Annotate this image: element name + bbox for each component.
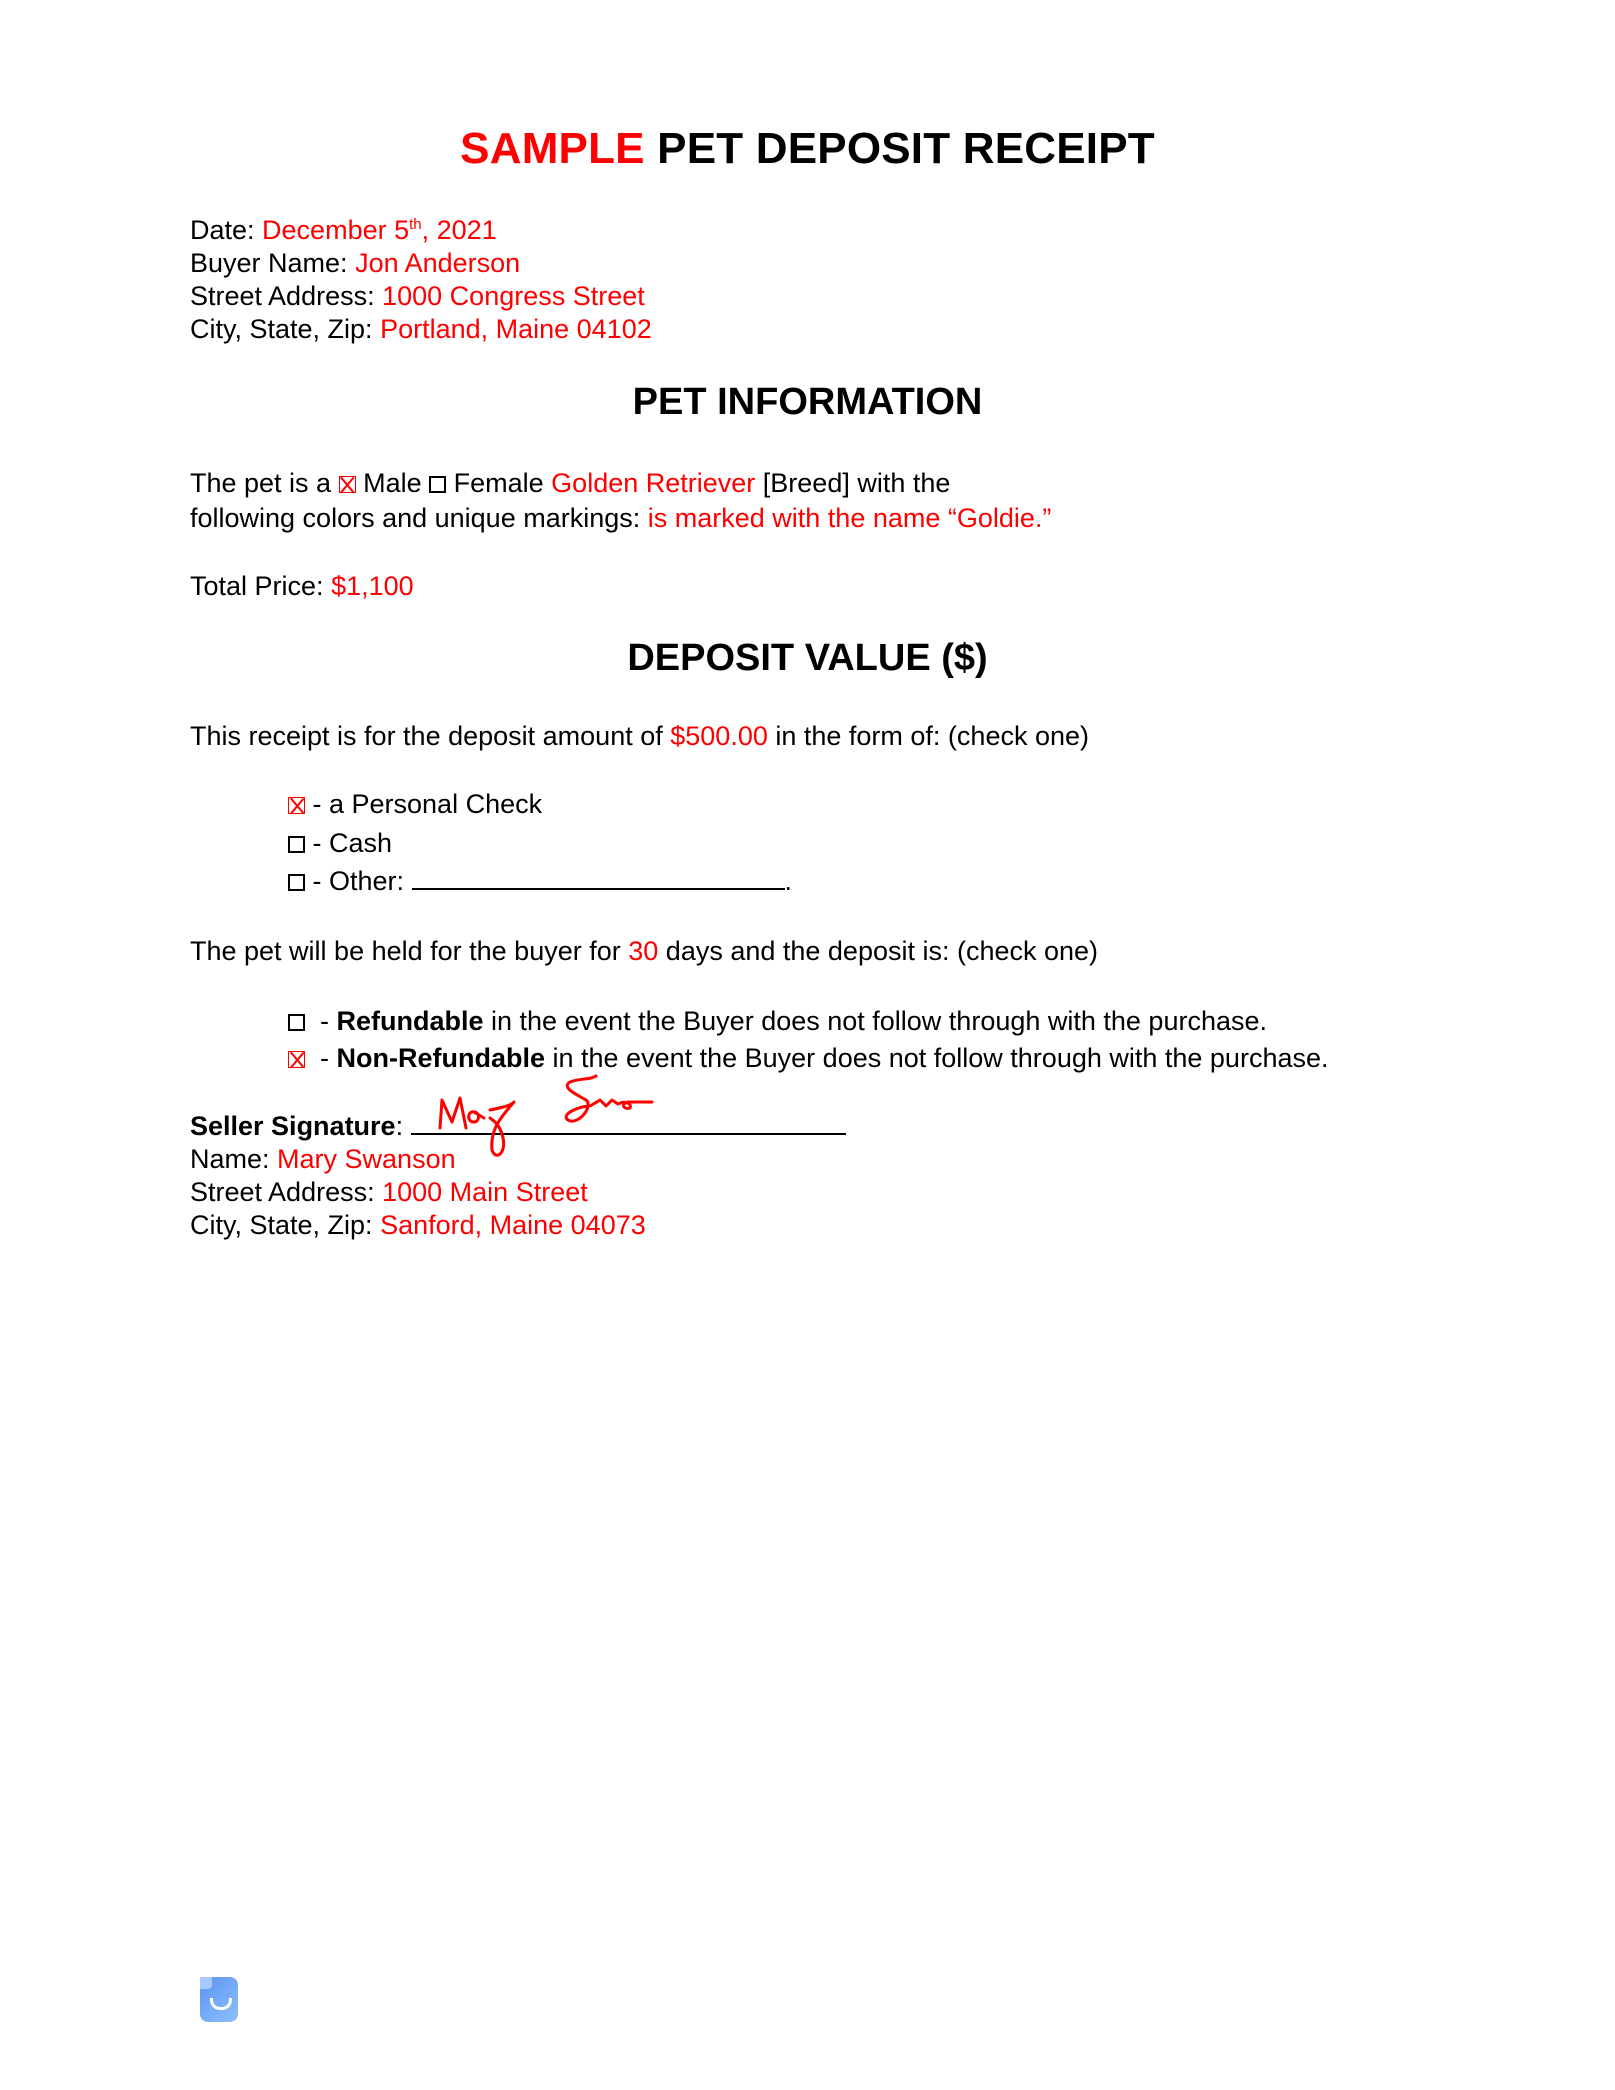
refundable-description: in the event the Buyer does not follow through with the purchase. (483, 1006, 1268, 1036)
hold-period-line (190, 935, 1098, 968)
total-price-line (190, 570, 414, 603)
other-checkbox[interactable] (288, 874, 305, 891)
buyer-street-label: Street Address: (190, 281, 383, 311)
document-title (0, 124, 1615, 174)
pet-description-line-2 (190, 502, 1051, 535)
pet-description-line-1 (190, 467, 950, 500)
deposit-amount-value: $500.00 (670, 721, 768, 751)
buyer-city-line (190, 313, 652, 346)
title-sample-prefix: SAMPLE (460, 124, 645, 173)
hold-prefix: The pet will be held for the buyer for (190, 936, 629, 966)
pet-line-prefix: The pet is a (190, 468, 339, 498)
total-price-label: Total Price: (190, 571, 332, 601)
seller-city-value: Sanford, Maine 04073 (380, 1210, 646, 1240)
personal-check-label: - a Personal Check (305, 789, 543, 819)
male-label: Male (355, 468, 430, 498)
male-checkbox[interactable] (339, 476, 356, 493)
buyer-name-value: Jon Anderson (355, 248, 521, 278)
non-refundable-checkbox[interactable] (288, 1051, 305, 1068)
document-app-icon[interactable] (200, 1977, 238, 2022)
seller-city-label: City, State, Zip: (190, 1210, 381, 1240)
seller-name-line (190, 1143, 456, 1176)
seller-name-value: Mary Swanson (277, 1144, 456, 1174)
date-line (190, 214, 497, 247)
date-label: Date: (190, 215, 263, 245)
buyer-name-line (190, 247, 520, 280)
date-value: December 5th, 2021 (262, 215, 497, 245)
handwritten-signature-icon (430, 1070, 730, 1160)
buyer-street-value: 1000 Congress Street (382, 281, 645, 311)
other-label: - Other: (305, 866, 412, 896)
total-price-value: $1,100 (331, 571, 414, 601)
buyer-street-line (190, 280, 645, 313)
other-trailing-period: . (784, 866, 793, 896)
refund-option-non-refundable: - Non-Refundable in the event the Buyer does not follow through with the purchase. (288, 1042, 1329, 1075)
seller-street-label: Street Address: (190, 1177, 383, 1207)
hold-days-value: 30 (628, 936, 659, 966)
seller-street-value: 1000 Main Street (382, 1177, 588, 1207)
refundable-label: Refundable (336, 1006, 484, 1036)
deposit-line-prefix: This receipt is for the deposit amount of (190, 721, 671, 751)
seller-signature-label: Seller Signature (190, 1111, 396, 1141)
deposit-amount-line (190, 720, 1089, 753)
buyer-name-label: Buyer Name: (190, 248, 356, 278)
female-checkbox[interactable] (429, 476, 446, 493)
form-option-cash (288, 827, 392, 860)
seller-name-label: Name: (190, 1144, 278, 1174)
form-option-other (288, 865, 792, 898)
deposit-value-heading: DEPOSIT VALUE ($) (627, 637, 988, 679)
refund-option-refundable: - Refundable in the event the Buyer does not follow through with the purchase. (288, 1005, 1267, 1038)
non-refundable-label: Non-Refundable (336, 1043, 545, 1073)
buyer-city-value: Portland, Maine 04102 (380, 314, 652, 344)
signature-colon: : (395, 1111, 411, 1141)
personal-check-checkbox[interactable] (288, 797, 305, 814)
form-option-personal-check (288, 788, 542, 821)
seller-street-line (190, 1176, 588, 1209)
markings-value: is marked with the name “Goldie.” (647, 503, 1052, 533)
markings-label: following colors and unique markings: (190, 503, 648, 533)
non-refundable-description: in the event the Buyer does not follow through with the purchase. (545, 1043, 1329, 1073)
breed-suffix: [Breed] with the (755, 468, 951, 498)
female-label: Female (446, 468, 552, 498)
deposit-line-suffix: in the form of: (check one) (767, 721, 1089, 751)
breed-value: Golden Retriever (551, 468, 756, 498)
title-text: PET DEPOSIT RECEIPT (644, 124, 1155, 173)
seller-city-line (190, 1209, 646, 1242)
hold-suffix: days and the deposit is: (check one) (658, 936, 1099, 966)
cash-checkbox[interactable] (288, 836, 305, 853)
buyer-city-label: City, State, Zip: (190, 314, 381, 344)
refundable-checkbox[interactable] (288, 1014, 305, 1031)
other-blank-field[interactable] (412, 866, 785, 890)
cash-label: - Cash (305, 828, 393, 858)
pet-information-heading: PET INFORMATION (632, 381, 983, 423)
